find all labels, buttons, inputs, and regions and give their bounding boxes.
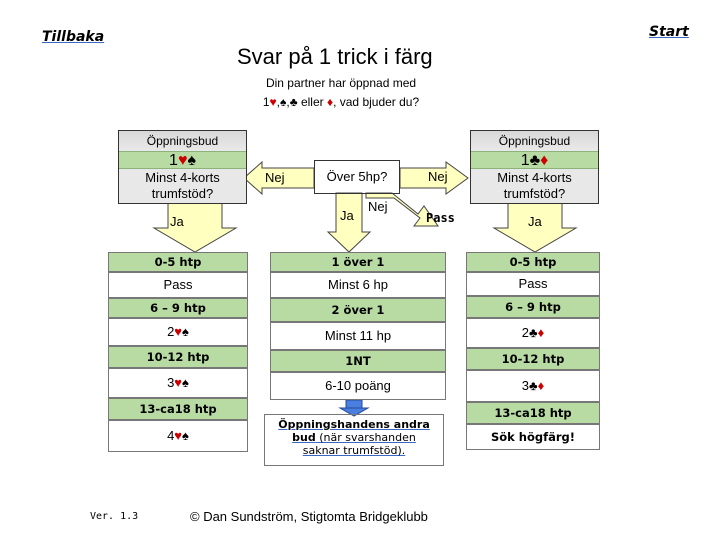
spade-icon: ♠ [280, 95, 287, 109]
opener-rebid-link-line3[interactable]: saknar trumfstöd). [302, 444, 406, 457]
right-row-pass: Pass [466, 272, 600, 296]
left-row-0-5: 0-5 htp [108, 252, 248, 272]
left-row-3-major: 3♥♠ [108, 368, 248, 398]
left-yes-arrow [154, 198, 236, 252]
right-question: Minst 4-korts trumfstöd? [497, 170, 572, 201]
right-header-label: Öppningsbud [471, 131, 598, 151]
left-row-6-9: 6 – 9 htp [108, 298, 248, 318]
mid-row-6-10: 6-10 poäng [270, 372, 446, 400]
opener-rebid-link-line2[interactable]: bud (när svarshanden [292, 431, 416, 444]
spade-icon: ♠ [182, 324, 189, 339]
right-row-3-minor: 3♣♦ [466, 370, 600, 402]
right-row-13-18: 13-ca18 htp [466, 402, 600, 424]
start-link[interactable]: Start [649, 24, 689, 40]
pass-label: Pass [426, 211, 455, 225]
no-left-label: Nej [265, 170, 285, 185]
opener-rebid-link-box[interactable] [264, 414, 444, 466]
left-row-pass: Pass [108, 272, 248, 298]
no-right-label: Nej [428, 169, 448, 184]
left-header-label: Öppningsbud [119, 131, 246, 151]
right-row-0-5: 0-5 htp [466, 252, 600, 272]
diamond-icon: ♦ [326, 95, 334, 109]
left-row-4-major: 4♥♠ [108, 420, 248, 452]
spade-icon: ♠ [182, 375, 189, 390]
heart-icon: ♥ [174, 324, 183, 339]
subtitle-line2: 1♥,♠,♣ eller ♦, vad bjuder du? [262, 95, 420, 109]
left-yes-label: Ja [170, 214, 184, 229]
heart-icon: ♥ [174, 428, 183, 443]
right-yes-label: Ja [528, 214, 542, 229]
mid-row-2-over-1: 2 över 1 [270, 298, 446, 322]
left-row-2-major: 2♥♠ [108, 318, 248, 346]
right-bid: 1♣♦ [471, 151, 598, 169]
copyright-label: © Dan Sundström, Stigtomta Bridgeklubb [190, 509, 428, 524]
subtitle-line1: Din partner har öppnad med [265, 76, 417, 90]
spade-icon: ♠ [182, 428, 189, 443]
right-row-2-minor: 2♣♦ [466, 318, 600, 348]
diamond-icon: ♦ [540, 152, 549, 169]
mid-row-1-over-1: 1 över 1 [270, 252, 446, 272]
link-arrow-shaft [346, 400, 362, 408]
heart-icon: ♥ [269, 95, 277, 109]
club-icon: ♣ [289, 95, 298, 109]
club-icon: ♣ [529, 325, 538, 340]
mid-row-1nt: 1NT [270, 350, 446, 372]
heart-icon: ♥ [177, 152, 188, 169]
left-question: Minst 4-korts trumfstöd? [145, 170, 220, 201]
right-row-search-major: Sök högfärg! [466, 424, 600, 450]
diamond-icon: ♦ [537, 325, 545, 340]
left-header-box [118, 130, 247, 204]
back-link[interactable]: Tillbaka [42, 29, 105, 45]
no-down-label: Nej [368, 199, 388, 214]
version-label: Ver. 1.3 [90, 511, 139, 522]
right-header-box [470, 130, 599, 204]
heart-icon: ♥ [174, 375, 183, 390]
left-row-10-12: 10-12 htp [108, 346, 248, 368]
right-row-10-12: 10-12 htp [466, 348, 600, 370]
left-bid: 1♥♠ [119, 151, 246, 169]
middle-question-box: Över 5hp? [314, 160, 400, 194]
left-row-13-18: 13-ca18 htp [108, 398, 248, 420]
club-icon: ♣ [529, 152, 541, 169]
mid-row-min-6: Minst 6 hp [270, 272, 446, 298]
right-row-6-9: 6 – 9 htp [466, 296, 600, 318]
middle-yes-label: Ja [340, 208, 354, 223]
diamond-icon: ♦ [537, 378, 545, 393]
opener-rebid-link-line1[interactable]: Öppningshandens andra [278, 418, 430, 431]
club-icon: ♣ [529, 378, 538, 393]
page-title: Svar på 1 trick i färg [237, 44, 433, 69]
spade-icon: ♠ [187, 152, 196, 169]
mid-row-min-11: Minst 11 hp [270, 322, 446, 350]
